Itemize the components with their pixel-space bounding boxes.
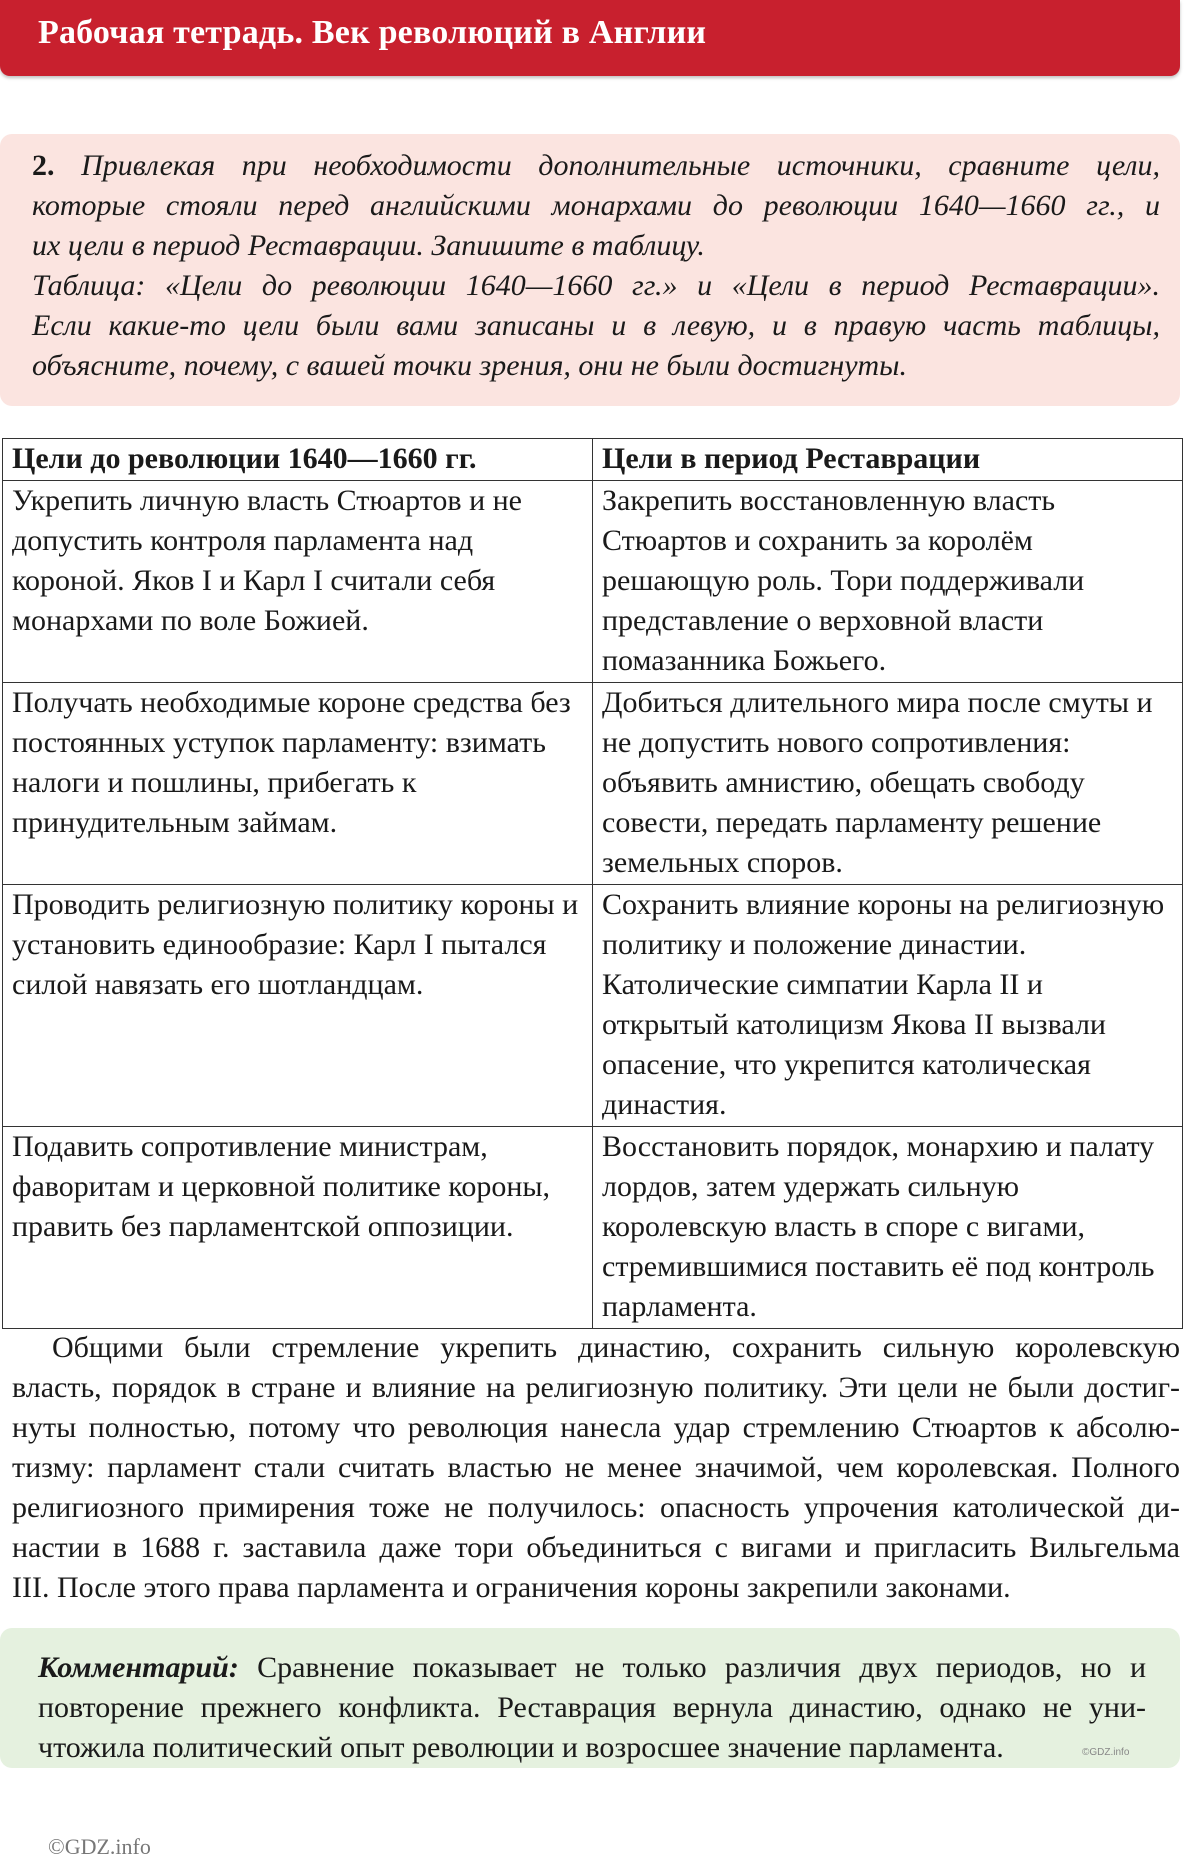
task-line: их цели в период Реставрации. Запишите в таблицу. (32, 229, 705, 262)
comment-line: чтожила политический опыт революции и возросшее значение парламента. (38, 1731, 1004, 1764)
comment-line-text: Сравнение показывает не только различия двух периодов, но и (238, 1651, 1146, 1684)
task-line-text: Привлекая при необходимости дополнительные источники, сравните цели, (81, 149, 1160, 182)
comment-label: Комментарий: (38, 1651, 239, 1684)
table-row (3, 683, 1183, 885)
table-cell: Сохранить влияние короны на религиозную политику и положение династии. Католические симпатии Карла II и открытый католицизм Якова II вызвали опасение, что укрепится католическая династия. (593, 885, 1183, 1127)
task-number: 2. (32, 149, 55, 182)
table-cell: Восстановить порядок, монархию и палату лордов, затем удержать сильную королевскую власть в споре с вигами, стремившимися поставить её под контроль парламента. (593, 1127, 1183, 1329)
task-text (32, 146, 1160, 386)
table-cell: Закрепить восстановленную власть Стюартов и сохранить за королём решающую роль. Тори поддерживали представление о верховной власти помазанника Божьего. (593, 481, 1183, 683)
table-row (3, 1127, 1183, 1329)
summary-line: настии в 1688 г. заставила даже тори объединиться с вигами и пригласить Вильгельма (12, 1531, 1180, 1564)
column-header-before-revolution: Цели до революции 1640—1660 гг. (3, 439, 593, 481)
task-line (32, 146, 1160, 186)
table-row (3, 481, 1183, 683)
table-cell: Проводить религиозную политику короны и установить единообразие: Карл I пытался силой навязать его шотландцам. (3, 885, 593, 1127)
column-header-restoration: Цели в период Реставрации (593, 439, 1183, 481)
summary-line: тизму: парламент стали считать властью не менее значимой, чем королевская. Полного (12, 1451, 1180, 1484)
summary-line: III. После этого права парламента и ограничения короны закрепили законами. (12, 1571, 1011, 1604)
table-row (3, 885, 1183, 1127)
task-line: Если какие-то цели были вами записаны и в левую, и в правую часть таблицы, (32, 309, 1160, 342)
footer-watermark: ©GDZ.info (48, 1834, 151, 1859)
page-header (0, 0, 1180, 76)
task-line: объясните, почему, с вашей точки зрения, они не были достигнуты. (32, 349, 907, 382)
comment-line (38, 1648, 1146, 1688)
summary-paragraph (12, 1328, 1180, 1608)
page-title: Рабочая тетрадь. Век революций в Англии (38, 14, 707, 51)
task-line: Таблица: «Цели до революции 1640—1660 гг.» и «Цели в период Реставрации». (32, 269, 1160, 302)
summary-line: Общими были стремление укрепить династию, сохранить сильную королевскую (52, 1331, 1180, 1364)
table-cell: Получать необходимые короне средства без постоянных уступок парламенту: взимать налоги и пошлины, прибегать к принудительным займам. (3, 683, 593, 885)
table-header-row (3, 439, 1183, 481)
goals-table (2, 438, 1183, 1329)
watermark-small: ©GDZ.info (1082, 1747, 1130, 1758)
task-line: которые стояли перед английскими монархами до революции 1640—1660 гг., и (32, 189, 1160, 222)
table-cell: Подавить сопротивление министрам, фаворитам и церковной политике короны, править без парламентской оппозиции. (3, 1127, 593, 1329)
table-cell: Добиться длительного мира после смуты и не допустить нового сопротивления: объявить амнистию, обещать свободу совести, передать парламенту решение земельных споров. (593, 683, 1183, 885)
comment-line: повторение прежнего конфликта. Реставрация вернула династию, однако не уни- (38, 1691, 1146, 1724)
summary-line: религиозного примирения тоже не получилось: опасность упрочения католической ди- (12, 1491, 1180, 1524)
comment-text (38, 1648, 1146, 1768)
summary-line: нуты полностью, потому что революция нанесла удар стремлению Стюартов к абсолю- (12, 1411, 1180, 1444)
table-cell: Укрепить личную власть Стюартов и не допустить контроля парламента над короной. Яков I и Карл I считали себя монархами по воле Божией. (3, 481, 593, 683)
summary-line: власть, порядок в стране и влияние на религиозную политику. Эти цели не были достиг- (12, 1371, 1180, 1404)
